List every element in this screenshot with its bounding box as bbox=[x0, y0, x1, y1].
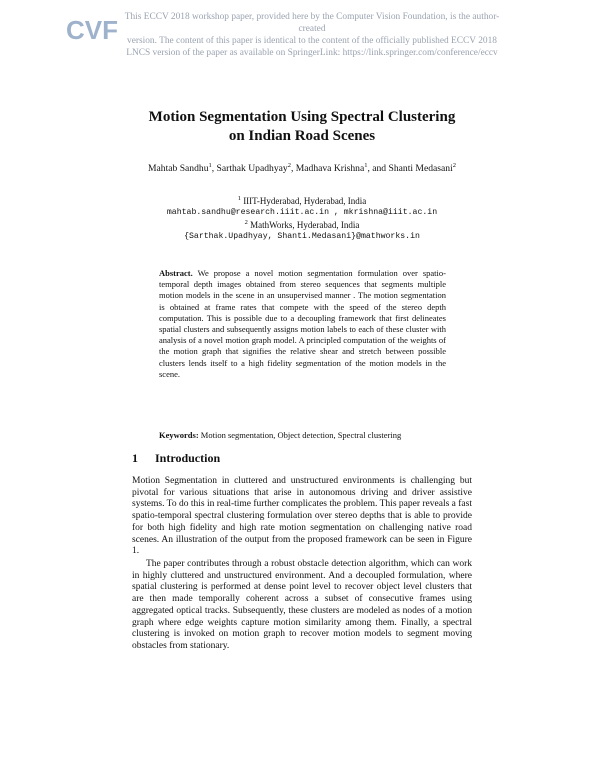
body-paragraph: The paper contributes through a robust obstacle detection algorithm, which can work in highly cluttered and unstructured environment. And a decoupled formulation, where spatial clustering is performed at dense point level to recover object level clusters that are then made temporally coherent across a subset of consecutive frames using aggregated optical tracks. Subsequently, these clusters are modeled as nodes of a motion graph where edge weights capture motion similarity among them. Finally, a spectral clustering is invoked on motion graph to recover motion models to segment moving obstacles from stationary. bbox=[132, 559, 472, 651]
author-affil-mark: 1 bbox=[364, 161, 368, 169]
author-separator: , bbox=[290, 163, 296, 174]
section-title: Introduction bbox=[155, 451, 221, 465]
author-name: Mahtab Sandhu bbox=[148, 163, 209, 174]
abstract bbox=[159, 268, 446, 380]
affiliation-name: IIIT-Hyderabad, Hyderabad, India bbox=[243, 196, 367, 206]
affiliations bbox=[120, 195, 484, 243]
author-separator: , and bbox=[367, 163, 389, 174]
author-affil-mark: 2 bbox=[452, 161, 456, 169]
abstract-label: Abstract. bbox=[159, 268, 193, 278]
author-affil-mark: 2 bbox=[287, 161, 291, 169]
author-name: Sarthak Upadhyay bbox=[216, 163, 288, 174]
paper-title bbox=[110, 108, 494, 146]
cvf-logo-text: CVF bbox=[66, 15, 118, 45]
affiliation-mark: 1 bbox=[237, 195, 241, 202]
affiliation-mark: 2 bbox=[244, 219, 248, 226]
keywords bbox=[159, 430, 446, 441]
author-list bbox=[130, 163, 474, 175]
title-line: on Indian Road Scenes bbox=[228, 128, 376, 144]
affiliation bbox=[120, 219, 484, 231]
section-number: 1 bbox=[132, 451, 138, 465]
watermark-line: version. The content of this paper is identical to the content of the officially published ECCV 2018 bbox=[127, 36, 497, 46]
author-name: Shanti Medasani bbox=[388, 163, 453, 174]
affiliation-emails: mahtab.sandhu@research.iiit.ac.in , mkrishna@iiit.ac.in bbox=[166, 208, 438, 217]
cvf-logo bbox=[66, 14, 118, 45]
section-heading bbox=[132, 451, 472, 466]
watermark-line: LNCS version of the paper as available on SpringerLink: https://link.springer.com/conference/eccv bbox=[126, 48, 498, 58]
watermark-notice bbox=[112, 11, 512, 59]
affiliation bbox=[120, 195, 484, 207]
author-separator: , bbox=[211, 163, 217, 174]
abstract-text: We propose a novel motion segmentation formulation over spatio-temporal depth images obtained from stereo sequences that segments multiple motion models in the scene in an unsupervised manner . The motion segmentation is obtained at frame rates that compete with the speed of the stereo depth computation. This is possible due to a decoupling framework that first delineates spatial clusters and subsequently assigns motion labels to each of these cluster with analysis of a novel motion graph model. A principled computation of the weights of the motion graph that signifies the relative shear and stretch between possible clusters lends itself to a high fidelity segmentation of the motion models in the scene. bbox=[159, 268, 446, 379]
author-name: Madhava Krishna bbox=[295, 163, 365, 174]
affiliation-name: MathWorks, Hyderabad, India bbox=[250, 220, 360, 230]
author-affil-mark: 1 bbox=[208, 161, 212, 169]
affiliation-emails: {Sarthak.Upadhyay, Shanti.Medasani}@mathworks.in bbox=[184, 232, 420, 241]
watermark-line: This ECCV 2018 workshop paper, provided here by the Computer Vision Foundation, is the author-created bbox=[124, 12, 500, 34]
keywords-text: Motion segmentation, Object detection, Spectral clustering bbox=[200, 430, 402, 440]
title-line: Motion Segmentation Using Spectral Clustering bbox=[148, 109, 456, 125]
body-paragraph: Motion Segmentation in cluttered and unstructured environments is challenging but pivotal for various situations that arise in autonomous driving and driver assistive systems. To do this in real-time further complicates the problem. This paper reveals a fast spatio-temporal spectral clustering formulation over stereo depths that is able to provide for both high fidelity and high rate motion segmentation on challenging native road scenes. An illustration of the output from the proposed framework can be seen in Figure 1. bbox=[132, 476, 472, 557]
keywords-label: Keywords: bbox=[159, 430, 199, 440]
